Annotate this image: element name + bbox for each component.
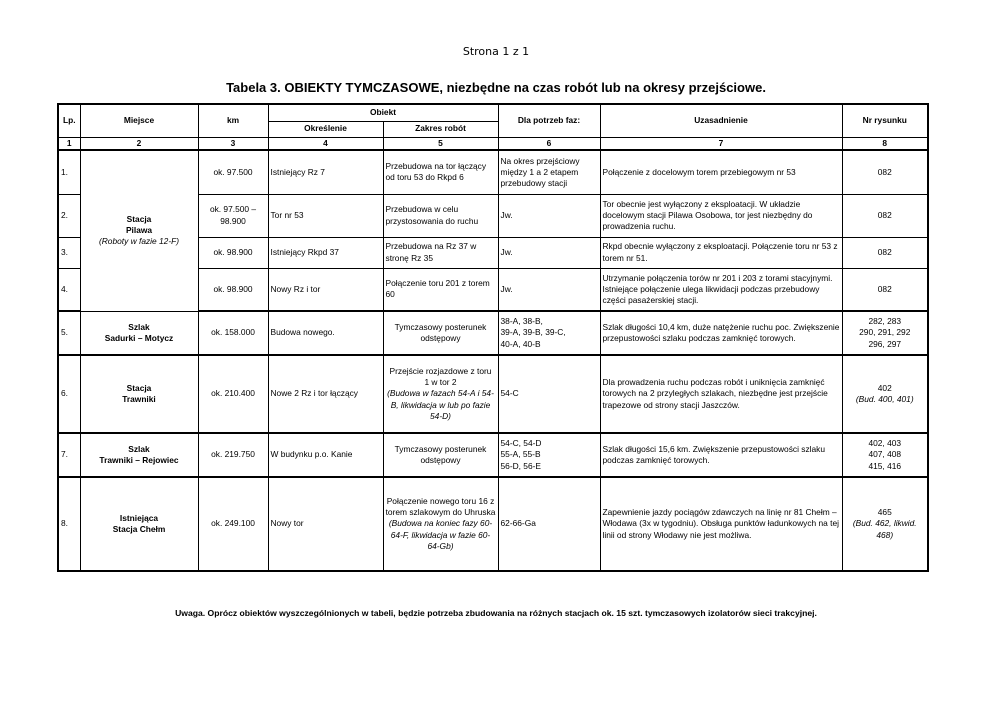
cell-okreslenie: Nowy tor — [268, 477, 383, 571]
cell-km: ok. 98.900 — [198, 237, 268, 268]
cell-km: ok. 97.500 — [198, 150, 268, 194]
cell-zakres — [383, 355, 498, 433]
header-okreslenie: Określenie — [268, 121, 383, 137]
cell-okreslenie: W budynku p.o. Kanie — [268, 433, 383, 477]
faza-line: 38-A, 38-B, — [500, 316, 543, 327]
cell-fazy: 54-C — [498, 355, 600, 433]
cell-km: ok. 210.400 — [198, 355, 268, 433]
zakres-note: (Budowa w fazach 54-A i 54-B, likwidacja w lub po fazie 54-D) — [387, 388, 494, 421]
cell-lp: 6. — [58, 355, 80, 433]
cell-miejsce — [80, 311, 198, 355]
cell-km: ok. 98.900 — [198, 268, 268, 311]
objects-table — [57, 103, 929, 572]
header-miejsce: Miejsce — [80, 104, 198, 137]
cell-uzasadnienie: Zapewnienie jazdy pociągów zdawczych na linię nr 81 Chełm – Włodawa (3x w tygodniu). Obsługa punktów ładunkowych na tej linii od strony Włodawy nie jest możliwa. — [600, 477, 842, 571]
cell-miejsce — [80, 355, 198, 433]
cell-miejsce — [80, 150, 198, 311]
column-number: 2 — [80, 137, 198, 150]
rys-line: 296, 297 — [868, 338, 902, 349]
cell-okreslenie: Budowa nowego. — [268, 311, 383, 355]
page-header: Strona 1 z 1 — [462, 45, 530, 58]
header-nr-rysunku: Nr rysunku — [842, 104, 928, 137]
cell-lp: 1. — [58, 150, 80, 194]
cell-fazy: Jw. — [498, 268, 600, 311]
header-uzasadnienie: Uzasadnienie — [600, 104, 842, 137]
place-line: Stacja Chełm — [112, 524, 166, 534]
cell-lp: 4. — [58, 268, 80, 311]
cell-fazy: 62-66-Ga — [498, 477, 600, 571]
cell-zakres: Tymczasowy posterunek odstępowy — [383, 311, 498, 355]
faza-line: 40-A, 40-B — [500, 338, 541, 349]
column-number: 7 — [600, 137, 842, 150]
cell-lp: 5. — [58, 311, 80, 355]
column-number: 3 — [198, 137, 268, 150]
faza-line: 55-A, 55-B — [500, 449, 541, 460]
table-row — [58, 355, 928, 433]
table-row — [58, 311, 928, 355]
zakres-line: Połączenie nowego toru 16 z torem szlakowym do Uhruska — [385, 496, 496, 518]
cell-fazy — [498, 311, 600, 355]
rys-note: (Bud. 400, 401) — [855, 394, 914, 404]
rys-line: 465 — [877, 507, 892, 518]
zakres-line: Przejście rozjazdowe z toru — [389, 366, 492, 377]
cell-fazy: Na okres przejściowy między 1 a 2 etapem przebudowy stacji — [498, 150, 600, 194]
cell-lp: 2. — [58, 194, 80, 237]
cell-km: ok. 219.750 — [198, 433, 268, 477]
cell-rysunek: 082 — [842, 150, 928, 194]
cell-uzasadnienie: Tor obecnie jest wyłączony z eksploatacji. W układzie docelowym stacji Pilawa Osobowa, tor jest niezbędny do prowadzenia ruchu. — [600, 194, 842, 237]
header-dla-potrzeb: Dla potrzeb faz: — [498, 104, 600, 137]
cell-km: ok. 249.100 — [198, 477, 268, 571]
header-obiekt: Obiekt — [268, 104, 498, 121]
rys-note: (Bud. 462, likwid. 468) — [852, 518, 917, 540]
cell-fazy — [498, 433, 600, 477]
column-number: 5 — [383, 137, 498, 150]
cell-zakres: Tymczasowy posterunek odstępowy — [383, 433, 498, 477]
cell-rysunek — [842, 311, 928, 355]
rys-line: 402, 403 — [868, 438, 902, 449]
cell-okreslenie: Tor nr 53 — [268, 194, 383, 237]
cell-lp: 8. — [58, 477, 80, 571]
column-number: 8 — [842, 137, 928, 150]
cell-zakres: Przebudowa na Rz 37 w stronę Rz 35 — [383, 237, 498, 268]
cell-rysunek: 082 — [842, 194, 928, 237]
column-number: 1 — [58, 137, 80, 150]
header-km: km — [198, 104, 268, 137]
rys-line: 415, 416 — [868, 460, 902, 471]
cell-fazy: Jw. — [498, 237, 600, 268]
table-row — [58, 477, 928, 571]
place-line: Pilawa — [125, 225, 153, 236]
rys-line: 290, 291, 292 — [859, 327, 911, 338]
header-lp: Lp. — [58, 104, 80, 137]
table-row — [58, 150, 928, 194]
place-line: Szlak — [128, 443, 150, 454]
cell-okreslenie: Istniejący Rz 7 — [268, 150, 383, 194]
rys-line: 282, 283 — [868, 316, 902, 327]
cell-okreslenie: Nowe 2 Rz i tor łączący — [268, 355, 383, 433]
place-line: Trawniki — [122, 394, 156, 404]
cell-miejsce — [80, 433, 198, 477]
rys-line: 407, 408 — [868, 449, 902, 460]
header-zakres: Zakres robót — [383, 121, 498, 137]
cell-km: ok. 158.000 — [198, 311, 268, 355]
cell-rysunek: 082 — [842, 237, 928, 268]
cell-miejsce — [80, 477, 198, 571]
cell-rysunek — [842, 355, 928, 433]
faza-line: 39-A, 39-B, 39-C, — [500, 327, 566, 338]
rys-line: 402 — [877, 382, 892, 393]
cell-km: ok. 97.500 – 98.900 — [198, 194, 268, 237]
place-note: (Roboty w fazie 12-F) — [98, 236, 180, 247]
place-line: Istniejąca — [119, 512, 159, 523]
cell-lp: 3. — [58, 237, 80, 268]
table-title: Tabela 3. OBIEKTY TYMCZASOWE, niezbędne na czas robót lub na okresy przejściowe. — [226, 80, 766, 95]
cell-uzasadnienie: Utrzymanie połączenia torów nr 201 i 203 z torami stacyjnymi. Istniejące połączenie ulega likwidacji podczas przebudowy części pasażerskiej stacji. — [600, 268, 842, 311]
cell-zakres — [383, 477, 498, 571]
cell-uzasadnienie: Szlak długości 10,4 km, duże natężenie ruchu poc. Zwiększenie przepustowości szlaku podczas zamknięć torowych. — [600, 311, 842, 355]
cell-rysunek — [842, 477, 928, 571]
faza-line: 56-D, 56-E — [500, 460, 541, 471]
place-line: Trawniki – Rejowiec — [99, 455, 179, 465]
cell-zakres: Przebudowa na tor łączący od toru 53 do Rkpd 6 — [383, 150, 498, 194]
cell-uzasadnienie: Dla prowadzenia ruchu podczas robót i uniknięcia zamknięć torowych na 2 przyległych szlakach, niezbędne jest przejście trapezowe od strony stacji Jaszczów. — [600, 355, 842, 433]
cell-rysunek: 082 — [842, 268, 928, 311]
cell-uzasadnienie: Szlak długości 15,6 km. Zwiększenie przepustowości szlaku podczas zamknięć torowych. — [600, 433, 842, 477]
column-number: 6 — [498, 137, 600, 150]
zakres-line: 1 w tor 2 — [424, 377, 457, 388]
cell-uzasadnienie: Połączenie z docelowym torem przebiegowym nr 53 — [600, 150, 842, 194]
cell-okreslenie: Nowy Rz i tor — [268, 268, 383, 311]
zakres-note: (Budowa na koniec fazy 60-64-F, likwidacja w fazie 60-64-Gb) — [388, 518, 493, 551]
column-number: 4 — [268, 137, 383, 150]
cell-zakres: Połączenie toru 201 z torem 60 — [383, 268, 498, 311]
cell-fazy: Jw. — [498, 194, 600, 237]
place-line: Sadurki – Motycz — [104, 332, 174, 343]
cell-uzasadnienie: Rkpd obecnie wyłączony z eksploatacji. Połączenie toru nr 53 z torem nr 51. — [600, 237, 842, 268]
table-note: Uwaga. Oprócz obiektów wyszczególnionych w tabeli, będzie potrzeba zbudowania na różnych stacjach ok. 15 szt. tymczasowych izolatorów sieci trakcyjnej. — [175, 608, 817, 618]
cell-lp: 7. — [58, 433, 80, 477]
place-line: Stacja — [126, 382, 152, 393]
place-line: Stacja — [126, 214, 152, 225]
cell-rysunek — [842, 433, 928, 477]
faza-line: 54-C, 54-D — [500, 438, 542, 449]
cell-zakres: Przebudowa w celu przystosowania do ruchu — [383, 194, 498, 237]
place-line: Szlak — [128, 321, 150, 332]
table-row — [58, 433, 928, 477]
cell-okreslenie: Istniejący Rkpd 37 — [268, 237, 383, 268]
